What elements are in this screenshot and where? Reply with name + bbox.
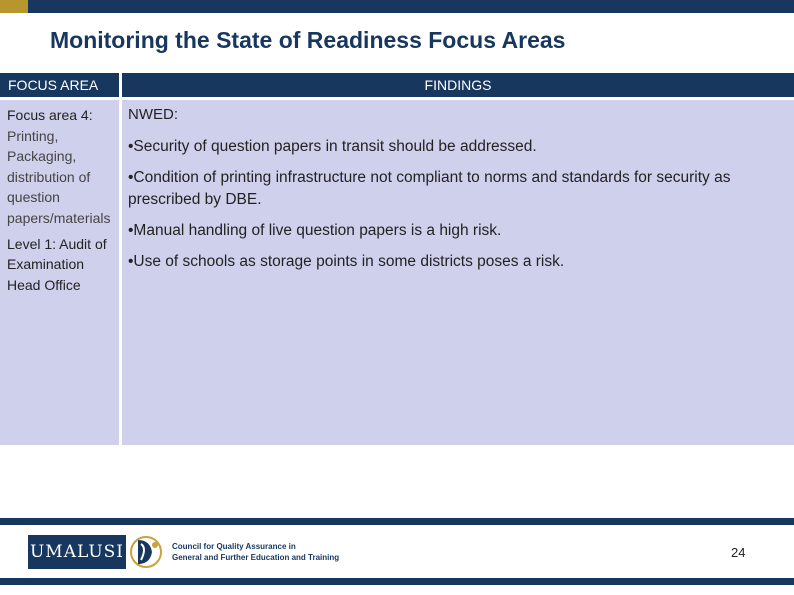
council-name: Council for Quality Assurance in General and Further Education and Training	[172, 542, 340, 562]
header-findings: FINDINGS	[122, 73, 794, 97]
finding-item: •Security of question papers in transit should be addressed.	[128, 138, 537, 155]
focus-area-text: Printing, Packaging, distribution of question papers/materials	[7, 127, 111, 226]
umalusi-emblem-icon	[128, 532, 164, 572]
finding-item: •Use of schools as storage points in some districts poses a risk.	[128, 253, 565, 270]
header-focus-area: FOCUS AREA	[0, 73, 119, 97]
findings-table	[0, 73, 794, 445]
focus-area-label: Focus area 4	[7, 107, 89, 123]
findings-cell	[122, 100, 794, 445]
focus-area-cell	[0, 100, 119, 445]
province-label: NWED:	[128, 106, 178, 123]
finding-item: •Manual handling of live question papers is a high risk.	[128, 222, 502, 239]
audit-level: Level 1: Audit of Examination Head Office	[7, 235, 107, 293]
findings-list	[128, 136, 794, 273]
footer-divider	[0, 518, 794, 525]
top-accent-gold	[0, 0, 28, 13]
top-accent-bar	[28, 0, 794, 13]
slide-title: Monitoring the State of Readiness Focus Areas	[50, 27, 566, 53]
page-number: 24	[731, 545, 746, 560]
focus-area-description: Focus area 4: Printing, Packaging, distribution of question papers/materials	[7, 107, 111, 226]
bottom-accent-bar	[0, 578, 794, 585]
finding-item: •Condition of printing infrastructure not compliant to norms and standards for security as prescribed by DBE.	[128, 169, 731, 208]
umalusi-logo: UMALUSI	[28, 535, 126, 569]
